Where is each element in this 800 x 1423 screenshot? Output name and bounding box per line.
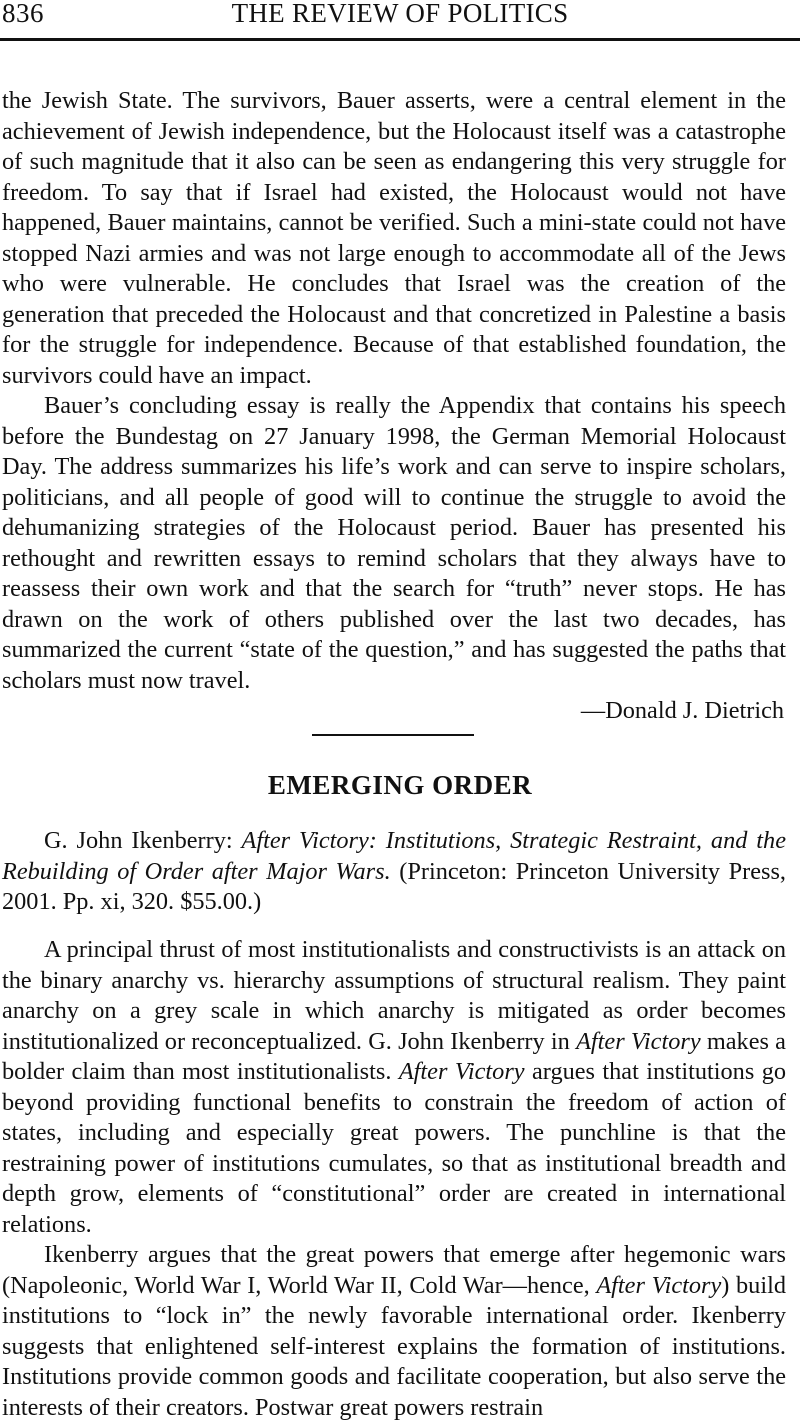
paragraph (2, 935, 786, 1240)
reviewer-signature: —Donald J. Dietrich (580, 697, 784, 724)
text-run: ) build institutions to “lock in” the newly favorable international order. Ikenberry suggests that enlightened self-interest explains the formation of institutions. Institutions provide common goods and facilitate cooperation, but also serve the interests of their creators. Postwar great powers restrain (2, 1271, 786, 1421)
citation-book-title: After Victory: Institutions, Strategic Restraint, and the Rebuilding of Order after Major Wars. (2, 827, 786, 885)
page-header (0, 0, 800, 38)
review-continuation (2, 86, 786, 727)
text-run: makes a bolder claim than most institutionalists. (2, 1027, 786, 1085)
page-number: 836 (2, 0, 44, 28)
text-run: Ikenberry argues that the great powers that emerge after hegemonic wars (Napoleonic, World War I, World War II, Cold War—hence, (2, 1241, 786, 1299)
italic-title: After Victory (596, 1271, 722, 1299)
paragraph (2, 1240, 786, 1423)
italic-title: After Victory (398, 1058, 525, 1085)
text-run: argues that institutions go beyond providing functional benefits to constrain the freedom of action of states, including and especially great powers. The punchline is that the restraining power of institutions cumulates, so that as institutional breadth and depth grow, elements of “constitutional” order are created in international relations. (2, 1058, 786, 1238)
book-citation (2, 826, 786, 918)
italic-title: After Victory (576, 1027, 701, 1055)
header-rule (0, 38, 800, 41)
review-title: EMERGING ORDER (267, 770, 533, 800)
text-run: A principal thrust of most institutionalists and constructivists is an attack on the binary anarchy vs. hierarchy assumptions of structural realism. They paint anarchy on a grey scale in which anarchy is mitigated as order becomes institutionalized or reconceptualized. G. John Ikenberry in (2, 936, 786, 1055)
section-divider (312, 734, 474, 736)
review-body (2, 935, 786, 1423)
citation-publication: (Princeton: Princeton University Press, 2001. Pp. xi, 320. $55.00.) (2, 857, 787, 915)
citation-author: G. John Ikenberry: (44, 827, 242, 854)
running-head: THE REVIEW OF POLITICS (231, 0, 569, 28)
paragraph: Bauer’s concluding essay is really the Appendix that contains his speech before the Bundestag on 27 January 1998, the German Memorial Holocaust Day. The address summarizes his life’s work and can serve to inspire scholars, politicians, and all people of good will to continue the struggle to avoid the dehumanizing strategies of the Holocaust period. Bauer has presented his rethought and rewritten essays to remind scholars that they always have to reassess their own work and that the search for “truth” never stops. He has drawn on the work of others published over the last two decades, has summarized the current “state of the question,” and has suggested the paths that scholars must now travel. (2, 392, 786, 694)
paragraph: the Jewish State. The survivors, Bauer asserts, were a central element in the achievement of Jewish independence, but the Holocaust itself was a catastrophe of such magnitude that it also can be seen as endangering this very struggle for freedom. To say that if Israel had existed, the Holocaust would not have happened, Bauer maintains, cannot be verified. Such a mini-state could not have stopped Nazi armies and was not large enough to accommodate all of the Jews who were vulnerable. He concludes that Israel was the creation of the generation that preceded the Holocaust and that concretized in Palestine a basis for the struggle for independence. Because of that established foundation, the survivors could have an impact. (2, 87, 786, 389)
